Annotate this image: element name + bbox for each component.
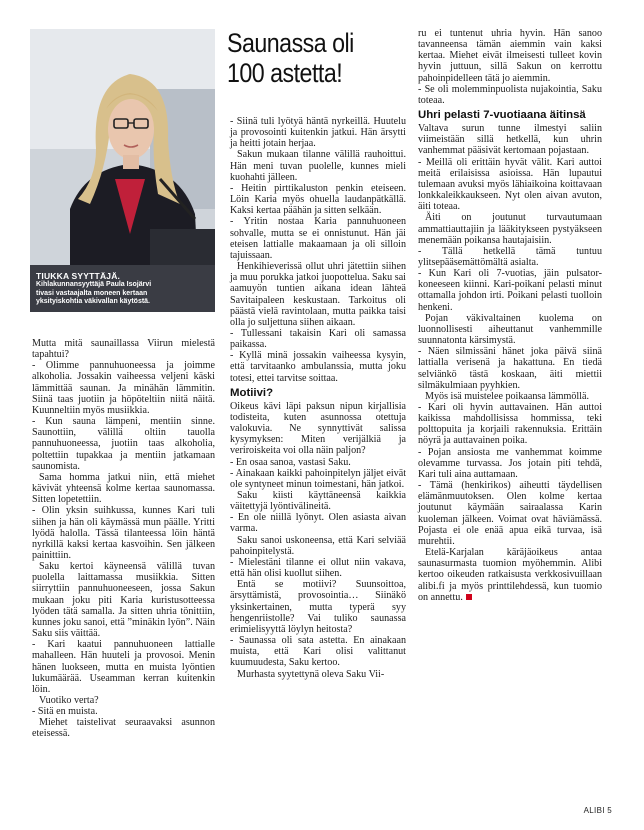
paragraph (418, 28, 602, 84)
paragraph-text: - Se oli molemminpuolista nujakointia, Saku toteaa. (418, 83, 602, 106)
paragraph-text: Oikeus kävi läpi paksun nipun kirjallisia todisteita, kuten asunnossa otettuja valokuvia. Ne synnyttivät salissa kysymyksen: Miten verijälkiä ja veriroiskeita voi olla näin paljon? (230, 400, 406, 457)
photo-caption (30, 268, 215, 312)
paragraph-text: - Olimme pannuhuoneessa ja joimme alkoholia. Jossakin vaiheessa veljeni käski lämmittää saunan. Ja minähän lämmitin. Siinä taas juotiin ja höpöteltiin niitä näitä. Kuunneltiin myös musiikkia. (32, 360, 215, 416)
paragraph (230, 328, 406, 350)
paragraph (230, 350, 406, 383)
paragraph-text: - Kyllä minä jossakin vaiheessa kysyin, että tarvitaanko ambulanssia, mutta joku totesi, ettei tarvitse soittaa. (230, 350, 406, 384)
paragraph (418, 547, 602, 603)
photo-prosecutor (30, 29, 215, 312)
end-mark-icon (466, 594, 472, 600)
paragraph-text: - Siinä tuli lyötyä häntä nyrkeillä. Huutelu ja provosointi kuitenkin jatkui. Hän ärsytti ja heitti jotain herjaa. (230, 116, 406, 150)
paragraph (32, 416, 215, 472)
paragraph-text: Sama homma jatkui niin, että miehet kävivät yhteensä kolme kertaa saunomassa. Sitten lopetettiin. (32, 471, 215, 506)
paragraph-text: Saku kiisti käyttäneensä kaikkia väitettyjä lyöntivälineitä. (230, 490, 406, 513)
paragraph (230, 183, 406, 216)
paragraph (230, 216, 406, 261)
paragraph (418, 246, 602, 268)
paragraph (230, 490, 406, 512)
paragraph-text: Vuotiko verta? (39, 695, 99, 706)
paragraph (32, 472, 215, 505)
paragraph (230, 149, 406, 182)
paragraph-text: Etelä-Karjalan käräjäoikeus antaa saunasurmasta tuomion myöhemmin. Alibi kertoo oikeuden ratkaisusta verkkosivuillaan alibi.fi ja myös printtilehdessä, kun tuomio on annettu. (418, 547, 602, 603)
paragraph-text: ru ei tuntenut uhria hyvin. Hän sanoo tavanneensa tämän aiemmin vain kaksi kertaa. Miehet eivät ilmeisesti tulleet kovin hyvin juttuun, sillä Sakun on kerrottu pahoinpidelleen tätä jo aiemmin. (418, 28, 602, 84)
paragraph (230, 535, 406, 557)
paragraph-text: - En ole niillä lyönyt. Olen asiasta aivan varma. (230, 512, 406, 535)
caption-line: tivasi vastaajalta moneen kertaan (36, 289, 148, 297)
paragraph (32, 706, 215, 717)
paragraph (230, 557, 406, 579)
paragraph-text: Äiti on joutunut turvautumaan ammattiauttajiin ja lääkitykseen pystyäkseen menemään poikansa hautajaisiin. (418, 212, 602, 246)
paragraph (230, 512, 406, 534)
paragraph (418, 268, 602, 313)
paragraph (230, 579, 406, 635)
paragraph (32, 338, 215, 360)
subheading: Uhri pelasti 7-vuotiaana äitinsä (418, 109, 586, 122)
paragraph (230, 669, 406, 680)
paragraph (418, 346, 602, 391)
paragraph-text: - Meillä oli erittäin hyvät välit. Kari auttoi meitä erilaisissa asioissa. Hän lupautui tulemaan avuksi myös lähiaikoina koittavaan lonkkaleikkaukseen. Nyt olen aivan avuton, äiti toteaa. (418, 156, 602, 213)
paragraph (418, 157, 602, 213)
page-folio: ALIBI 5 (583, 806, 612, 815)
caption-title: TIUKKA SYYTTÄJÄ. (36, 271, 121, 282)
headline-line-2: 100 astetta! (227, 58, 343, 88)
paragraph-text: Miehet taistelivat seuraavaksi asunnon eteisessä. (32, 717, 215, 740)
subheading: Motiivi? (230, 386, 274, 399)
paragraph-text: - Pojan ansiosta me vanhemmat koimme olevamme turvassa. Jos jotain piti tehdä, Kari tuli aina auttamaan. (418, 446, 602, 480)
paragraph (32, 717, 215, 739)
paragraph-text: - Yritin nostaa Karia pannuhuoneen sohvalle, mutta se ei onnistunut. Hän jäi eteisen lattialle makaamaan ja oli silloin tajuissaan. (230, 216, 406, 261)
paragraph (32, 695, 215, 706)
caption-line: yksityiskohtia väkivallan käytöstä. (36, 298, 151, 306)
paragraph-text: - Sitä en muista. (32, 706, 98, 718)
paragraph (230, 457, 406, 468)
paragraph-text: - Heitin pirttikaluston penkin eteiseen. Löin Karia myös ohuella laudanpätkällä. Kaksi kertaa päähän ja sitten selkään. (230, 182, 406, 217)
paragraph-text: - Ainakaan kaikki pahoinpitelyn jäljet eivät ole syntyneet minun toimestani, hän jatkoi. (230, 467, 406, 490)
paragraph (230, 468, 406, 490)
paragraph-text: Saku sanoi uskoneensa, että Kari selviää pahoinpitelystä. (230, 534, 406, 557)
paragraph (418, 402, 602, 447)
paragraph (32, 505, 215, 561)
paragraph (418, 313, 602, 346)
paragraph-text: Saku kertoi käyneensä välillä tuvan puolella laittamassa musiikkia. Sitten siirryttiin pannuhuoneeseen, jossa Sakun mukaan joku piti Karia kuristusotteessa lyöden tätä samalla. Ja sitten uhria tönittiin, kunnes joku sanoi, että ”minäkin lyön”. Näin Saku siis väittää. (32, 561, 215, 640)
paragraph (418, 391, 602, 402)
paragraph-text: - En osaa sanoa, vastasi Saku. (230, 456, 351, 468)
paragraph-text: - Olin yksin suihkussa, kunnes Kari tuli siihen ja hän oli käymässä mun päälle. Yritti lyödä halolla. Tässä tilanteessa löin häntä nyrkillä kaksi kertaa kasvoihin. Sen jälkeen painittiin. (32, 505, 215, 561)
paragraph-text: Valtava surun tunne ilmestyi saliin viimeistään sillä hetkellä, kun uhrin vanhemmat pääsivät kertomaan pojastaan. (418, 123, 602, 157)
paragraph (230, 401, 406, 457)
paragraph (418, 447, 602, 480)
paragraph (230, 635, 406, 668)
paragraph-text: - Kun Kari oli 7-vuotias, jäin pulsator-koneeseen kiinni. Kari-poikani pelasti minut ottamalla johdon irti. Poikani pelasti tuolloin henkeni. (418, 268, 602, 313)
paragraph-text: - Tullessani takaisin Kari oli samassa paikassa. (230, 327, 406, 351)
paragraph (418, 84, 602, 106)
paragraph-text: - Saunassa oli sata astetta. En ainakaan muista, että Kari olisi valittanut kuumuudesta, Saku kertoo. (230, 635, 406, 669)
paragraph-text: - Kari oli hyvin auttavainen. Hän auttoi kaikissa mahdollisissa hommissa, teki polttopuita ja korjaili rakennuksia. Erittäin nöyrä ja auttavainen poika. (418, 402, 602, 447)
paragraph (230, 261, 406, 328)
paragraph (230, 116, 406, 149)
paragraph-text: - Tällä hetkellä tämä tuntuu ylitsepääsemättömältä asialta. (418, 245, 602, 268)
column-2 (230, 116, 406, 680)
column-1 (32, 338, 215, 740)
paragraph-text: Myös isä muistelee poikaansa lämmöllä. (425, 390, 589, 402)
paragraph (418, 212, 602, 245)
paragraph (418, 480, 602, 547)
paragraph (32, 561, 215, 639)
paragraph (418, 123, 602, 156)
paragraph-text: Henkihieverissä ollut uhri jätettiin siihen ja muu porukka jatkoi juopottelua. Saku sai aamuyön tuntien aikana idean lähteä Savitaipaleen keskustaan. Tarkoitus oli päästä vielä ravintolaan, mutta paikka taisi olla jo suljettuna siihen aikaan. (230, 261, 406, 328)
paragraph-text: - Tämä (henkirikos) aiheutti täydellisen elämänmuutoksen. Olen kolme kertaa joutunut käymään sairaalassa Karin kuoleman jälkeen. Voimat ovat häviämässä. Pojasta ei ole enää apua eikä turvaa, isä murehtii. (418, 480, 602, 547)
paragraph-text: Sakun mukaan tilanne välillä rauhoittui. Hän meni tuvan puolelle, kunnes mieli kuohahti jälleen. (230, 149, 406, 183)
paragraph-text: Pojan väkivaltainen kuolema on luonnollisesti aiheuttanut vanhemmille suunnatonta kärsimystä. (418, 312, 602, 347)
headline-line-1: Saunassa oli (227, 28, 354, 58)
paragraph (32, 639, 215, 695)
article-headline (227, 28, 369, 88)
paragraph-text: Entä se motiivi? Suunsoittoa, ärsyttämistä, provosointia… Siinäkö yksinkertainen, mutta typerä syy hengenriistolle? Vai tuliko saunassa erimielisyyttä löylyn heitosta? (230, 579, 406, 635)
paragraph-text: Mutta mitä saunaillassa Viirun mielestä tapahtui? (32, 338, 215, 361)
column-3 (418, 28, 602, 603)
paragraph-text: - Mielestäni tilanne ei ollut niin vakava, että hän olisi kuollut siihen. (230, 556, 406, 580)
paragraph-text: - Näen silmissäni hänet joka päivä siinä lattialla verisenä ja hakattuna. En tiedä selviänkö tästä koskaan, äiti miettii silmäkulmiaan pyyhkien. (418, 346, 602, 391)
paragraph-text: - Kun sauna lämpeni, mentiin sinne. Saunottiin, välillä oltiin tauolla pannuhuoneessa, juotiin taas alkoholia, poltettiin tupakkaa ja mentiin jatkamaan saunomista. (32, 416, 215, 472)
paragraph-text: Murhasta syytettynä oleva Saku Vii- (237, 668, 385, 680)
paragraph (32, 360, 215, 416)
caption-line: Kihlakunnansyyttäjä Paula Isojärvi (36, 281, 152, 289)
paragraph-text: - Kari kaatui pannuhuoneen lattialle mahalleen. Hän huuteli ja provosoi. Menin hänen luokseen, mutta en muista lyöntien lukumäärää. Useamman kerran kuitenkin löin. (32, 639, 215, 695)
